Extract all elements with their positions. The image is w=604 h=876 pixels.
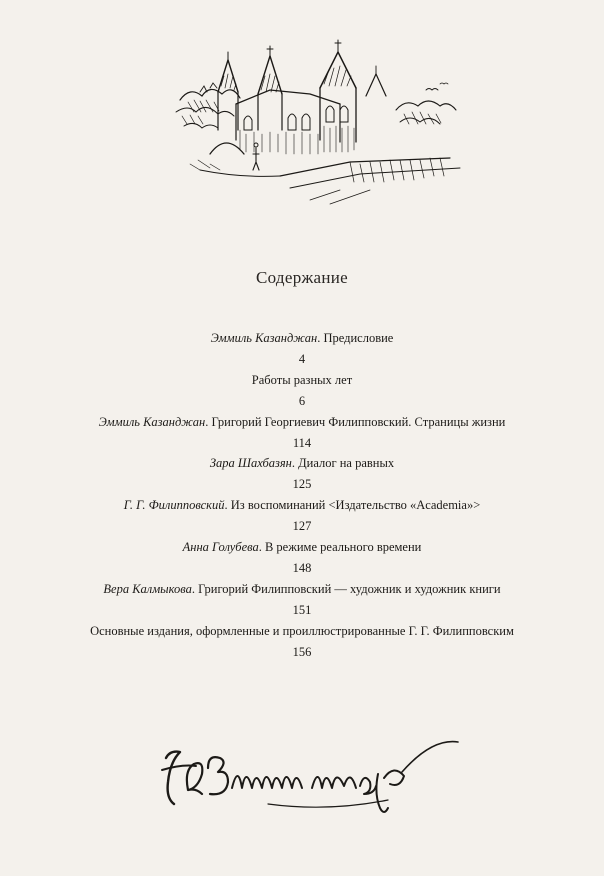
toc-author: Зара Шахбазян [209, 456, 292, 471]
toc-author: Анна Голубева [182, 540, 259, 555]
toc-separator: . [258, 540, 265, 555]
toc-author: Г. Г. Филипповский [123, 498, 225, 513]
page-title: Содержание [255, 268, 349, 287]
toc-page-number: 156 [292, 644, 312, 659]
toc-entry [0, 370, 604, 412]
toc-entry [0, 621, 604, 663]
handwritten-signature [148, 738, 460, 820]
toc-page-number: 151 [292, 602, 312, 617]
toc-title: Предисловие [323, 331, 394, 345]
toc-author: Эммиль Казанджан [98, 414, 206, 429]
table-of-contents [0, 328, 604, 663]
toc-page-number: 148 [292, 560, 312, 575]
toc-title: Работы разных лет [251, 372, 353, 387]
toc-title: Основные издания, оформленные и проиллюстрированные Г. Г. Филипповским [90, 623, 514, 638]
manor-house-illustration [170, 30, 470, 210]
toc-separator: . [317, 331, 324, 345]
toc-entry [0, 537, 604, 579]
toc-page-number: 6 [298, 393, 306, 408]
toc-entry [0, 412, 604, 454]
toc-page-number: 114 [292, 435, 312, 450]
toc-entry [0, 495, 604, 537]
toc-page-number: 125 [292, 477, 312, 492]
toc-title: Диалог на равных [298, 456, 395, 471]
toc-title: Из воспоминаний <Издательство «Academia»> [230, 498, 481, 513]
toc-separator: . [291, 456, 299, 471]
toc-page-number: 4 [298, 351, 306, 366]
toc-page-number: 127 [292, 519, 312, 534]
toc-separator: . [205, 414, 212, 429]
toc-separator: . [191, 581, 199, 596]
toc-title: В режиме реального времени [264, 540, 422, 555]
toc-author: Вера Калмыкова [103, 581, 192, 596]
toc-entry [0, 328, 604, 370]
toc-entry [0, 453, 604, 495]
toc-entry [0, 579, 604, 621]
toc-title: Григорий Георгиевич Филипповский. Страницы жизни [211, 414, 506, 429]
toc-author: Эммиль Казанджан [210, 331, 318, 345]
toc-separator: . [224, 498, 231, 513]
toc-title: Григорий Филипповский — художник и художник книги [198, 581, 501, 596]
